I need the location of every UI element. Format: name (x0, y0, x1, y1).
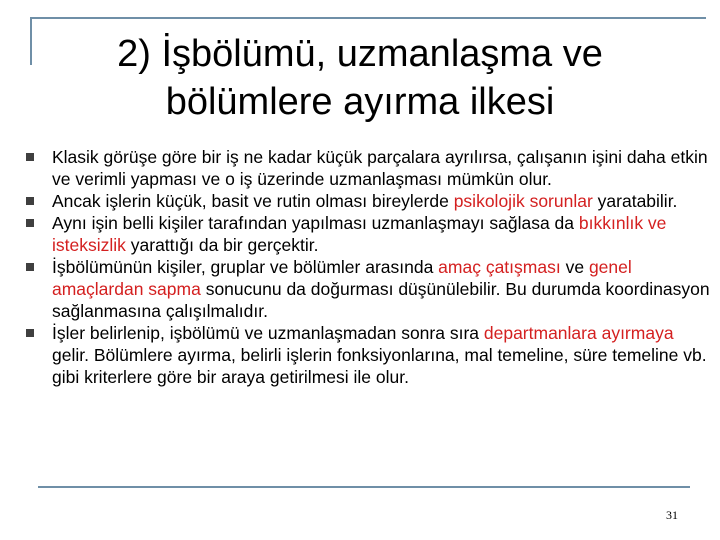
square-bullet-icon (26, 263, 34, 271)
bullet-text: sonucunu da doğurması düşünülebilir. Bu durumda koordinasyon sağlanmasına çalışılmalıdır. (52, 279, 710, 321)
bullet-text: yarattığı da bir gerçektir. (125, 235, 319, 255)
bullet-text: Aynı işin belli kişiler tarafından yapılması uzmanlaşmayı sağlasa da (52, 213, 579, 233)
bullet-list (24, 146, 714, 388)
highlighted-text: amaç çatışması (438, 257, 561, 277)
square-bullet-icon (26, 329, 34, 337)
bullet-text: yaratabilir. (592, 191, 678, 211)
square-bullet-icon (26, 153, 34, 161)
bullet-item (24, 190, 714, 212)
bullet-item (24, 212, 714, 256)
bullet-text: gelir. Bölümlere ayırma, belirli işlerin fonksiyonlarına, mal temeline, süre temeline vb. gibi kriterlere göre bir araya getirilmesi ile olur. (52, 345, 707, 387)
slide-frame-top-line (30, 17, 706, 19)
highlighted-text: psikolojik sorunlar (453, 191, 593, 211)
highlighted-text: genel amaçlardan sapma (52, 257, 632, 299)
page-number: 31 (666, 508, 678, 522)
slide-title (40, 30, 680, 126)
bullet-item (24, 256, 714, 322)
bullet-item (24, 322, 714, 388)
bullet-text: İşler belirlenip, işbölümü ve uzmanlaşmadan sonra sıra (52, 323, 484, 343)
bullet-text: ve (560, 257, 589, 277)
highlighted-text: bıkkınlık ve isteksizlik (52, 213, 667, 255)
highlighted-text: departmanlara ayırmaya (483, 323, 674, 343)
bullet-item (24, 146, 714, 190)
square-bullet-icon (26, 219, 34, 227)
slide-title-line-2: bölümlere ayırma ilkesi (165, 81, 555, 123)
bullet-text: İşbölümünün kişiler, gruplar ve bölümler arasında (52, 257, 439, 277)
slide-title-line-1: 2) İşbölümü, uzmanlaşma ve (117, 33, 603, 75)
square-bullet-icon (26, 197, 34, 205)
bullet-text: Ancak işlerin küçük, basit ve rutin olması bireylerde (52, 191, 454, 211)
slide-frame-left-line (30, 17, 32, 65)
bullet-text: Klasik görüşe göre bir iş ne kadar küçük parçalara ayrılırsa, çalışanın işini daha etkin ve verimli yapması ve o iş üzerinde uzmanlaşması mümkün olur. (52, 147, 708, 189)
slide-frame-bottom-line (38, 486, 690, 488)
